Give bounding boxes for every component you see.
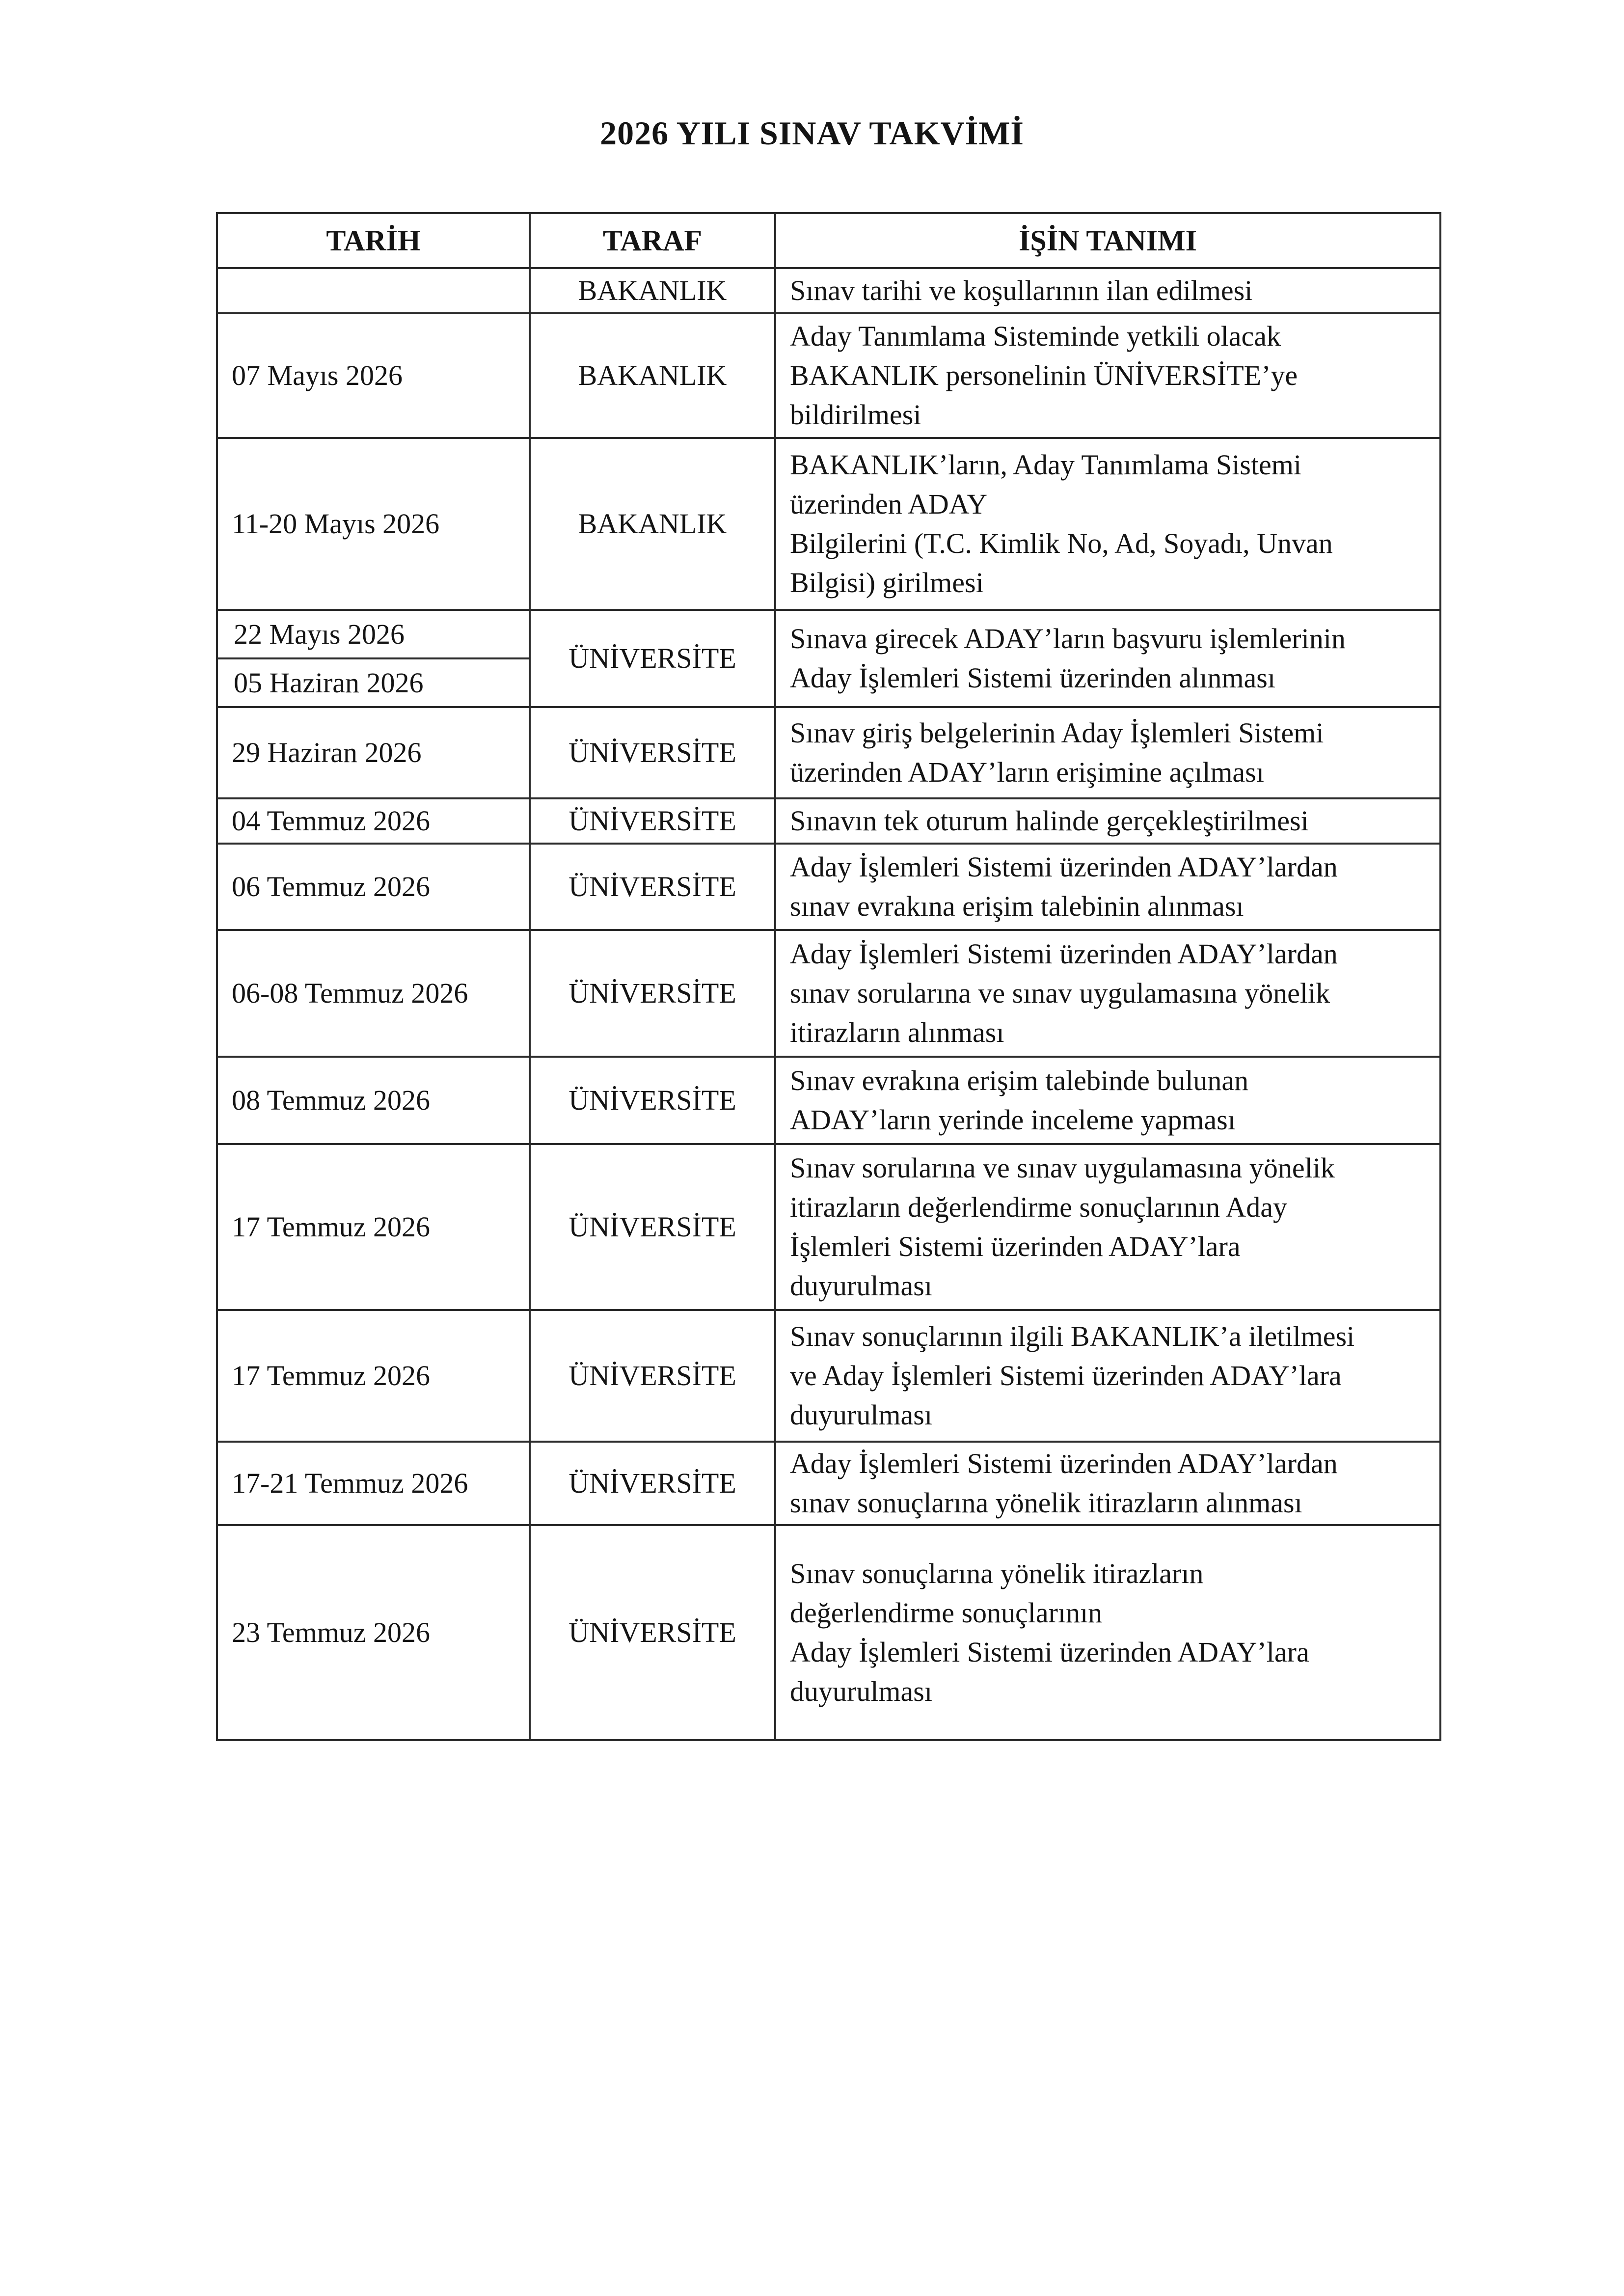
row-date-start: 22 Mayıs 2026 <box>218 611 529 659</box>
row-party: ÜNİVERSİTE <box>530 1525 775 1740</box>
task-line: BAKANLIK’ların, Aday Tanımlama Sistemi <box>790 449 1301 481</box>
row-task <box>775 1525 1440 1740</box>
task-line: Bilgisi) girilmesi <box>790 567 984 599</box>
row-task <box>775 610 1440 707</box>
task-line: itirazların alınması <box>790 1016 1004 1048</box>
task-line: ve Aday İşlemleri Sistemi üzerinden ADAY’lara <box>790 1360 1342 1392</box>
row-party: BAKANLIK <box>530 268 775 313</box>
task-line: Aday İşlemleri Sistemi üzerinden ADAY’lara <box>790 1636 1309 1668</box>
task-line: ADAY’ların yerinde inceleme yapması <box>790 1104 1236 1136</box>
task-line: duyurulması <box>790 1675 932 1707</box>
row-date: 04 Temmuz 2026 <box>217 798 530 844</box>
exam-schedule-table <box>216 212 1441 1741</box>
header-party: TARAF <box>530 213 775 268</box>
row-party: ÜNİVERSİTE <box>530 1144 775 1310</box>
task-line: bildirilmesi <box>790 399 921 431</box>
task-line: duyurulması <box>790 1270 932 1302</box>
page-title: 2026 YILI SINAV TAKVİMİ <box>600 114 1024 152</box>
table-header-row <box>217 213 1440 268</box>
row-date: 06 Temmuz 2026 <box>217 844 530 930</box>
header-date: TARİH <box>217 213 530 268</box>
row-date: 08 Temmuz 2026 <box>217 1057 530 1144</box>
row-party: BAKANLIK <box>530 313 775 438</box>
task-line: Aday İşlemleri Sistemi üzerinden ADAY’lardan <box>790 1448 1338 1479</box>
table-row <box>217 1525 1440 1740</box>
task-line: itirazların değerlendirme sonuçlarının Aday <box>790 1191 1288 1223</box>
row-task <box>775 1442 1440 1525</box>
task-line: sınav sonuçlarına yönelik itirazların alınması <box>790 1487 1302 1519</box>
row-date: 17 Temmuz 2026 <box>217 1310 530 1442</box>
row-party: ÜNİVERSİTE <box>530 844 775 930</box>
row-task <box>775 844 1440 930</box>
table-row <box>217 1057 1440 1144</box>
table-row <box>217 1442 1440 1525</box>
row-date: 11-20 Mayıs 2026 <box>217 438 530 610</box>
task-line: sınav sorularına ve sınav uygulamasına yönelik <box>790 977 1330 1009</box>
task-line: Aday İşlemleri Sistemi üzerinden alınması <box>790 662 1275 694</box>
task-line: Sınav sonuçlarına yönelik itirazların <box>790 1558 1204 1589</box>
row-date: 29 Haziran 2026 <box>217 707 530 798</box>
row-task <box>775 1144 1440 1310</box>
table-row <box>217 930 1440 1057</box>
row-date-range <box>217 610 530 707</box>
task-line: BAKANLIK personelinin ÜNİVERSİTE’ye <box>790 359 1298 391</box>
row-date: 23 Temmuz 2026 <box>217 1525 530 1740</box>
table-row <box>217 1310 1440 1442</box>
task-line: Aday Tanımlama Sisteminde yetkili olacak <box>790 320 1281 352</box>
row-date: 06-08 Temmuz 2026 <box>217 930 530 1057</box>
row-date: 07 Mayıs 2026 <box>217 313 530 438</box>
row-date: 17-21 Temmuz 2026 <box>217 1442 530 1525</box>
row-task <box>775 438 1440 610</box>
task-line: değerlendirme sonuçlarının <box>790 1597 1103 1629</box>
table-row <box>217 707 1440 798</box>
table-row <box>217 438 1440 610</box>
table-row <box>217 798 1440 844</box>
table-row <box>217 268 1440 313</box>
row-party: ÜNİVERSİTE <box>530 1057 775 1144</box>
row-task <box>775 707 1440 798</box>
task-line: Aday İşlemleri Sistemi üzerinden ADAY’lardan <box>790 938 1338 970</box>
task-line: üzerinden ADAY’ların erişimine açılması <box>790 756 1264 788</box>
task-line: Sınava girecek ADAY’ların başvuru işlemlerinin <box>790 623 1346 655</box>
row-party: ÜNİVERSİTE <box>530 930 775 1057</box>
header-task: İŞİN TANIMI <box>775 213 1440 268</box>
row-task <box>775 1310 1440 1442</box>
row-date <box>217 268 530 313</box>
table-row <box>217 1144 1440 1310</box>
row-party: ÜNİVERSİTE <box>530 798 775 844</box>
task-line: üzerinden ADAY <box>790 488 988 520</box>
row-task <box>775 313 1440 438</box>
row-task: Sınav tarihi ve koşullarının ilan edilmesi <box>775 268 1440 313</box>
table-row <box>217 844 1440 930</box>
task-line: Sınav sonuçlarının ilgili BAKANLIK’a iletilmesi <box>790 1320 1355 1352</box>
row-party: BAKANLIK <box>530 438 775 610</box>
task-line: duyurulması <box>790 1399 932 1431</box>
row-party: ÜNİVERSİTE <box>530 1310 775 1442</box>
row-task: Sınavın tek oturum halinde gerçekleştirilmesi <box>775 798 1440 844</box>
row-party: ÜNİVERSİTE <box>530 707 775 798</box>
table-row <box>217 313 1440 438</box>
task-line: Sınav giriş belgelerinin Aday İşlemleri Sistemi <box>790 717 1324 749</box>
table-row <box>217 610 1440 707</box>
row-party: ÜNİVERSİTE <box>530 1442 775 1525</box>
task-line: İşlemleri Sistemi üzerinden ADAY’lara <box>790 1230 1241 1262</box>
row-task <box>775 1057 1440 1144</box>
row-date-end: 05 Haziran 2026 <box>234 666 424 699</box>
task-line: sınav evrakına erişim talebinin alınması <box>790 890 1244 922</box>
task-line: Sınav evrakına erişim talebinde bulunan <box>790 1065 1249 1096</box>
task-line: Aday İşlemleri Sistemi üzerinden ADAY’lardan <box>790 851 1338 883</box>
row-date: 17 Temmuz 2026 <box>217 1144 530 1310</box>
row-task <box>775 930 1440 1057</box>
row-party: ÜNİVERSİTE <box>530 610 775 707</box>
task-line: Bilgilerini (T.C. Kimlik No, Ad, Soyadı, Unvan <box>790 527 1333 559</box>
task-line: Sınav sorularına ve sınav uygulamasına yönelik <box>790 1152 1335 1184</box>
